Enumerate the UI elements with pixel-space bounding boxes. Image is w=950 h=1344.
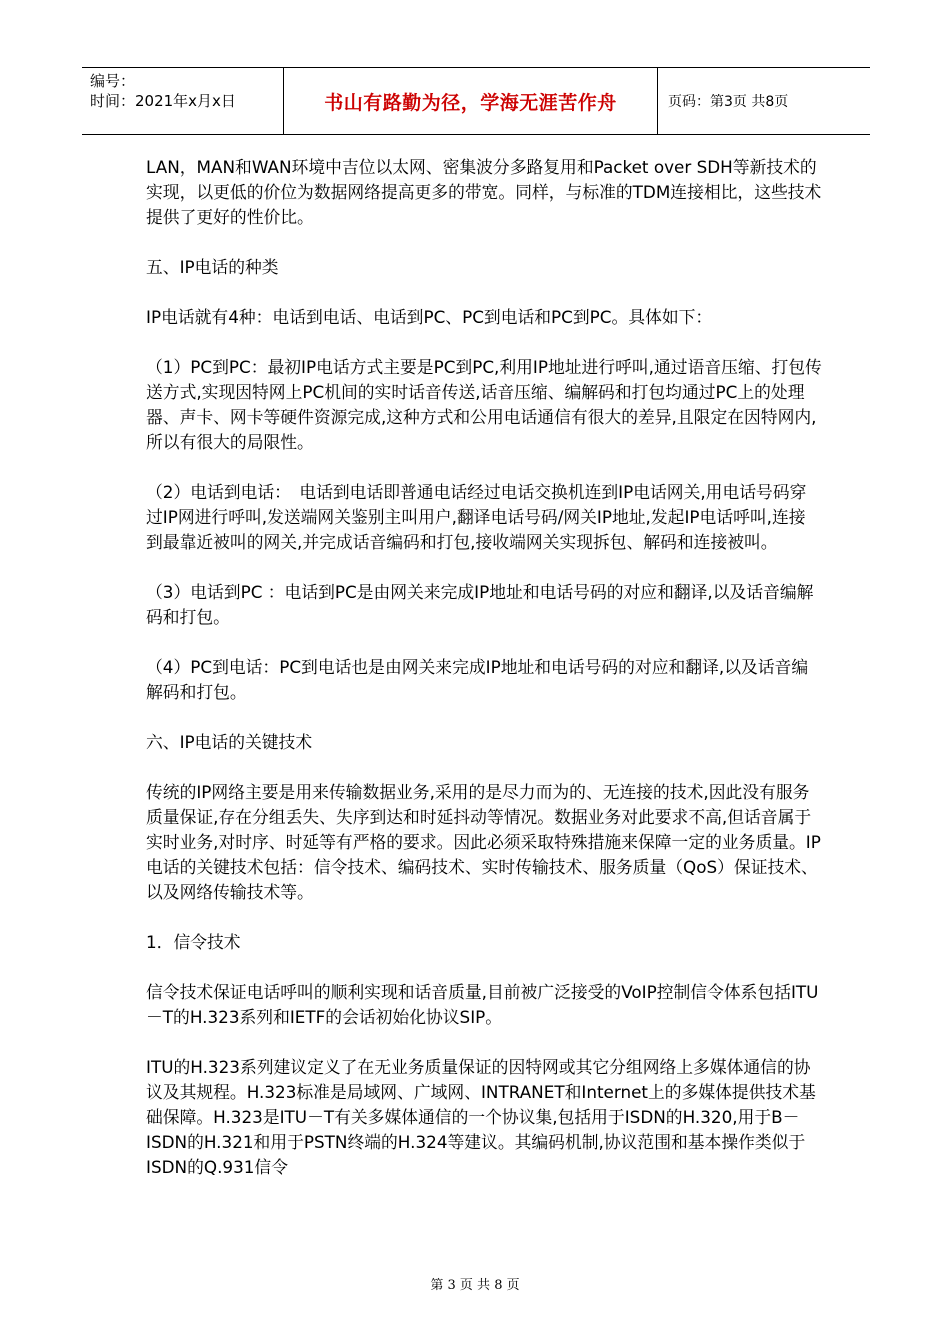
paragraph-types-summary: IP电话就有4种：电话到电话、电话到PC、PC到电话和PC到PC。具体如下： [146,307,713,327]
heading-section-6: 六、IP电话的关键技术 [146,732,313,752]
paragraph-pc-to-pc: （1）PC到PC：最初IP电话方式主要是PC到PC,利用IP地址进行呼叫,通过语音压缩、打包传送方式,实现因特网上PC机间的实时话音传送,话音压缩、编解码和打包均通过PC上的处理器、声卡、网卡等硬件资源完成,这种方式和公用电话通信有很大的差异,且限定在因特网内,所以有很大的局限性。 [146,357,822,452]
paragraph-key-tech: 传统的IP网络主要是用来传输数据业务,采用的是尽力而为的、无连接的技术,因此没有服务质量保证,存在分组丢失、失序到达和时延抖动等情况。数据业务对此要求不高,但话音属于实时业务,对时序、时延等有严格的要求。因此必须采取特殊措施来保障一定的业务质量。IP电话的关键技术包括：信令技术、编码技术、实时传输技术、服务质量（QoS）保证技术、以及网络传输技术等。 [146,782,821,902]
paragraph-h323: ITU的H.323系列建议定义了在无业务质量保证的因特网或其它分组网络上多媒体通信的协议及其规程。H.323标准是局域网、广域网、INTRANET和Internet上的多媒体提供技术基础保障。H.323是ITU－T有关多媒体通信的一个协议集,包括用于ISDN的H.320,用于B－ISDN的H.321和用于PSTN终端的H.324等建议。其编码机制,协议范围和基本操作类似于ISDN的Q.931信令 [146,1057,816,1177]
paragraph-signaling: 信令技术保证电话呼叫的顺利实现和话音质量,目前被广泛接受的VoIP控制信令体系包括ITU－T的H.323系列和IETF的会话初始化协议SIP。 [146,982,819,1027]
time-label: 时间：2021年x月x日 [90,92,236,110]
page-header [82,67,870,135]
paragraph-pc-to-phone: （4）PC到电话：PC到电话也是由网关来完成IP地址和电话号码的对应和翻译,以及话音编解码和打包。 [146,657,809,702]
heading-section-5: 五、IP电话的种类 [146,257,279,277]
page-footer: 第 3 页 共 8 页 [430,1278,520,1293]
header-motto-cell [284,68,658,134]
paragraph-phone-to-pc: （3）电话到PC ：电话到PC是由网关来完成IP地址和电话号码的对应和翻译,以及话音编解码和打包。 [146,582,814,627]
paragraph-intro: LAN，MAN和WAN环境中吉位以太网、密集波分多路复用和Packet over SDH等新技术的实现，以更低的价位为数据网络提高更多的带宽。同样，与标准的TDM连接相比，这些技术提供了更好的性价比。 [146,157,822,227]
header-page-code-cell [658,68,870,134]
paragraph-phone-to-phone: （2）电话到电话： 电话到电话即普通电话经过电话交换机连到IP电话网关,用电话号码穿过IP网进行呼叫,发送端网关鉴别主叫用户,翻译电话号码/网关IP地址,发起IP电话呼叫,连接到最靠近被叫的网关,并完成话音编码和打包,接收端网关实现拆包、解码和连接被叫。 [146,482,807,552]
page-code: 页码：第3页 共8页 [668,94,789,110]
heading-signaling: 1．信令技术 [146,932,241,952]
number-label: 编号： [90,72,136,90]
document-body [146,155,822,1180]
motto: 书山有路勤为径，学海无涯苦作舟 [324,91,617,114]
header-meta [82,68,284,134]
